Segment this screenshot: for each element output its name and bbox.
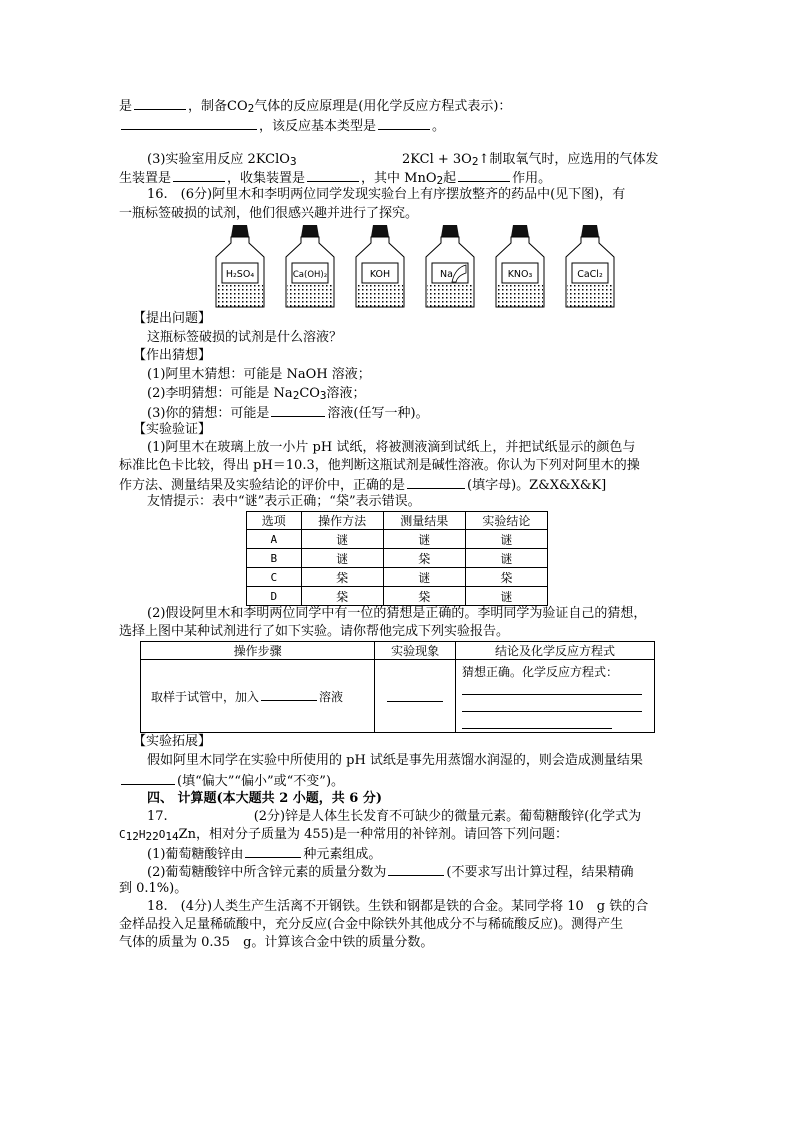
q16-intro-2: 一瓶标签破损的试剂，他们很感兴趣并进行了探究。: [119, 206, 419, 221]
answer-blank[interactable]: [271, 403, 325, 417]
q18-line3: 气体的质量为 0.35 g。计算该合金中铁的质量分数。: [119, 935, 434, 950]
bottle-label: CaCl₂: [577, 269, 603, 280]
q15-line3: (3)实验室用反应 2KClO$_3$: [147, 152, 297, 168]
extension-2: (填“偏大”“偏小”或“不变”)。: [119, 771, 344, 791]
reagent-bottle: [356, 225, 404, 307]
verify-4: (2)假设阿里木和李明两位同学中有一位的猜想是正确的。李明同学为验证自己的猜想，: [147, 606, 647, 621]
q18-line1: 18. (4分)人类生产生活离不开钢铁。生铁和钢都是铁的合金。某同学将 10 g 铁的合: [147, 899, 649, 914]
answer-blank[interactable]: [245, 844, 301, 858]
verify-2: 标准比色卡比较，得出 pH＝10.3，他判断这瓶试剂是碱性溶液。你认为下列对阿里木的操: [119, 458, 640, 473]
answer-line[interactable]: [462, 712, 612, 729]
answer-blank[interactable]: [387, 688, 443, 702]
answer-blank[interactable]: [261, 687, 317, 701]
reagent-bottles-figure: [210, 221, 620, 311]
answer-blank[interactable]: [388, 862, 444, 876]
answer-blank[interactable]: [173, 168, 225, 182]
guess-2: (2)李明猜想：可能是 $Na_2CO_3$溶液；: [147, 386, 366, 402]
bottle-label: Ca(OH)₂: [292, 270, 328, 280]
heading-verify: 【实验验证】: [133, 422, 212, 437]
heading-extension: 【实验拓展】: [133, 734, 212, 749]
evaluation-table: [246, 511, 548, 606]
q18-line2: 金样品投入足量稀硫酸中，充分反应(合金中除铁外其他成分不与稀硫酸反应)。测得产生: [119, 917, 624, 932]
col-header: 测量结果: [383, 512, 465, 530]
bottle-label: Na: [440, 269, 453, 280]
answer-blank[interactable]: [458, 168, 510, 182]
reagent-bottle: [566, 225, 614, 307]
q17-line1: 17. (2分)锌是人体生长发育不可缺少的微量元素。葡萄糖酸锌(化学式为: [147, 809, 642, 824]
answer-blank[interactable]: [134, 96, 186, 110]
col-header: 实验结论: [465, 512, 547, 530]
table-row: 取样于试管中，加入 溶液 猜想正确。化学反应方程式：: [141, 660, 655, 733]
reagent-bottle: [496, 225, 544, 307]
q17-part1: (1)葡萄糖酸锌由 种元素组成。: [147, 844, 381, 864]
experiment-report-table: [140, 641, 655, 733]
table-row: D 柋 柋 谜: [247, 587, 548, 606]
section-title: 四、 计算题(本大题共 2 小题，共 6 分): [147, 791, 383, 806]
tip-text: 友情提示：表中“谜”表示正确；“柋”表示错误。: [147, 494, 421, 509]
q16-intro-1: 16. (6分)阿里木和李明两位同学发现实验台上有序摆放整齐的药品中(见下图)，有: [147, 187, 626, 202]
answer-blank[interactable]: [378, 116, 430, 130]
answer-blank[interactable]: [407, 475, 465, 489]
conclusion-text: 猜想正确。化学反应方程式：: [462, 665, 619, 679]
q17-line2: $C_{12}H_{22}O_{14}Zn$，相对分子质量为 455)是一种常用的补锌剂。请回答下列问题：: [119, 827, 569, 843]
question-text: 这瓶标签破损的试剂是什么溶液？: [147, 330, 343, 345]
verify-5: 选择上图中某种试剂进行了如下实验。请你帮他完成下列实验报告。: [119, 624, 510, 639]
col-header: 结论及化学反应方程式: [456, 642, 655, 660]
guess-1: (1)阿里木猜想：可能是 NaOH 溶液；: [147, 367, 371, 382]
bottle-label: KNO₃: [507, 269, 533, 280]
answer-blank[interactable]: [121, 771, 175, 785]
table-row: A 谜 谜 谜: [247, 530, 548, 549]
verify-1: (1)阿里木在玻璃上放一小片 pH 试纸，将被测液滴到试纸上，并把试纸显示的颜色与: [147, 440, 636, 455]
answer-blank[interactable]: [307, 168, 359, 182]
q15-line2: ，该反应基本类型是 。: [119, 116, 445, 136]
reagent-bottle: [216, 225, 264, 307]
bottle-label: H₂SO₄: [225, 269, 255, 280]
heading-question: 【提出问题】: [133, 311, 212, 326]
table-row: B 谜 柋 谜: [247, 549, 548, 568]
extension-1: 假如阿里木同学在实验中所使用的 pH 试纸是事先用蒸馏水润湿的，则会造成测量结果: [147, 753, 643, 768]
answer-line[interactable]: [462, 682, 642, 695]
col-header: 选项: [247, 512, 302, 530]
reagent-bottle: [286, 225, 334, 307]
q15-line1: 是 ，制备$CO_2$气体的反应原理是(用化学反应方程式表示)：: [119, 96, 511, 116]
col-header: 实验现象: [375, 642, 456, 660]
col-header: 操作方法: [301, 512, 383, 530]
heading-guess: 【作出猜想】: [133, 348, 212, 363]
col-header: 操作步骤: [141, 642, 375, 660]
q15-line3b: $2KCl + 3O_2↑$制取氧气时，应选用的气体发: [402, 152, 659, 168]
table-row: C 柋 谜 柋: [247, 568, 548, 587]
reagent-bottle: [426, 225, 474, 307]
q15-line4: 生装置是 ，收集装置是 ，其中 MnO$_2$起 作用。: [119, 168, 551, 188]
q17-part2: (2)葡萄糖酸锌中所含锌元素的质量分数为 (不要求写出计算过程，结果精确: [147, 862, 634, 882]
verify-3: 作方法、测量结果及实验结论的评价中，正确的是 (填字母)。Z&X&X&K]: [119, 475, 606, 495]
q17-part2-cont: 到 0.1%)。: [119, 881, 188, 896]
guess-3: (3)你的猜想：可能是 溶液(任写一种)。: [147, 403, 429, 423]
answer-line[interactable]: [462, 695, 642, 712]
answer-blank[interactable]: [121, 116, 257, 130]
bottle-label: KOH: [369, 269, 391, 280]
